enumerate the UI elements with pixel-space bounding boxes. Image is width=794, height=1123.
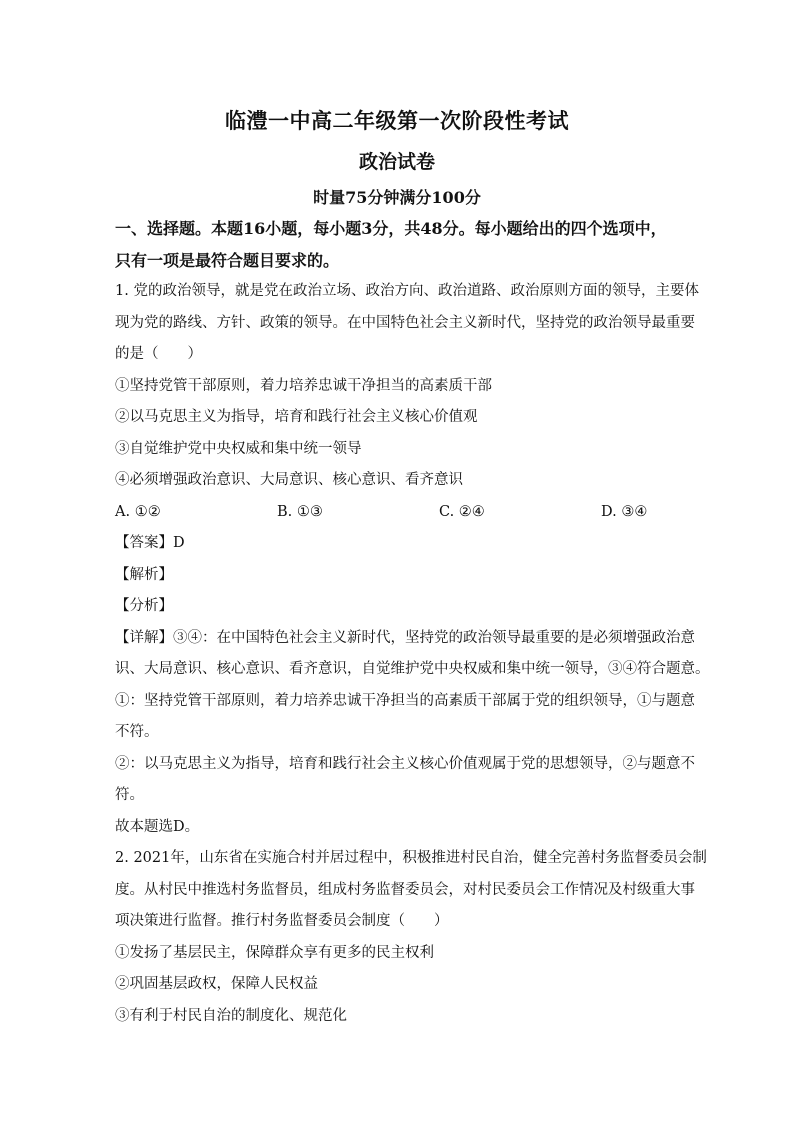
q1-answer: 【答案】D: [115, 535, 185, 551]
section-heading-line1: 一、选择题。本题16小题，每小题3分，共48分。每小题给出的四个选项中，: [115, 219, 667, 238]
q1-statement: ④必须增强政治意识、大局意识、核心意识、看齐意识: [115, 472, 463, 488]
q1-statement: ②以马克思主义为指导，培育和践行社会主义核心价值观: [115, 409, 478, 425]
q1-option-b: B. ①③: [277, 503, 323, 520]
q1-option-d: D. ③④: [601, 503, 648, 520]
q2-statement: ②巩固基层政权，保障人民权益: [115, 976, 318, 992]
q2-stem-line: 项决策进行监督。推行村务监督委员会制度（ ）: [115, 913, 449, 929]
time-info: 时量75分钟满分100分: [313, 188, 481, 207]
q1-detail-line: 识、大局意识、核心意识、看齐意识，自觉维护党中央权威和集中统一领导，③④符合题意。: [115, 661, 710, 677]
q1-statement: ①坚持党管干部原则，着力培养忠诚干净担当的高素质干部: [115, 377, 492, 394]
exam-content: [115, 213, 710, 1032]
subject-title: 政治试卷: [358, 151, 435, 173]
q1-detail-line: 故本题选D。: [115, 818, 200, 835]
q1-fenxi-label: 【分析】: [115, 598, 173, 614]
q1-stem-line: 的是（ ）: [115, 346, 202, 362]
q1-detail-line: ②：以马克思主义为指导，培育和践行社会主义核心价值观属于党的思想领导，②与题意不: [115, 755, 695, 772]
q1-option-c: C. ②④: [439, 503, 485, 520]
q1-stem-line: 现为党的路线、方针、政策的领导。在中国特色社会主义新时代，坚持党的政治领导最重要: [115, 314, 695, 331]
q2-stem-line: 度。从村民中推选村务监督员，组成村务监督委员会，对村民委员会工作情况及村级重大事: [115, 881, 695, 898]
exam-title: 临澧一中高二年级第一次阶段性考试: [225, 108, 569, 133]
q2-statement: ③有利于村民自治的制度化、规范化: [115, 1007, 347, 1024]
q1-analysis-label: 【解析】: [115, 566, 173, 583]
q2-stem-line: 2. 2021年，山东省在实施合村并居过程中，积极推进村民自治，健全完善村务监督委员会制: [115, 850, 707, 866]
q1-detail-line: 符。: [115, 787, 144, 803]
q1-statement: ③自觉维护党中央权威和集中统一领导: [115, 440, 362, 457]
q1-option-a: A. ①②: [115, 503, 161, 520]
section-heading-line2: 只有一项是最符合题目要求的。: [115, 250, 340, 270]
q1-stem-line: 1. 党的政治领导，就是党在政治立场、政治方向、政治道路、政治原则方面的领导，主要体: [115, 283, 699, 299]
q1-options: [115, 497, 685, 529]
q2-statement: ①发扬了基层民主，保障群众享有更多的民主权利: [115, 944, 434, 961]
q1-detail-line: 不符。: [115, 724, 159, 740]
q1-detail-line: ①：坚持党管干部原则，着力培养忠诚干净担当的高素质干部属于党的组织领导，①与题意: [115, 692, 695, 709]
q1-detail-line: 【详解】③④：在中国特色社会主义新时代，坚持党的政治领导最重要的是必须增强政治意: [115, 629, 695, 646]
